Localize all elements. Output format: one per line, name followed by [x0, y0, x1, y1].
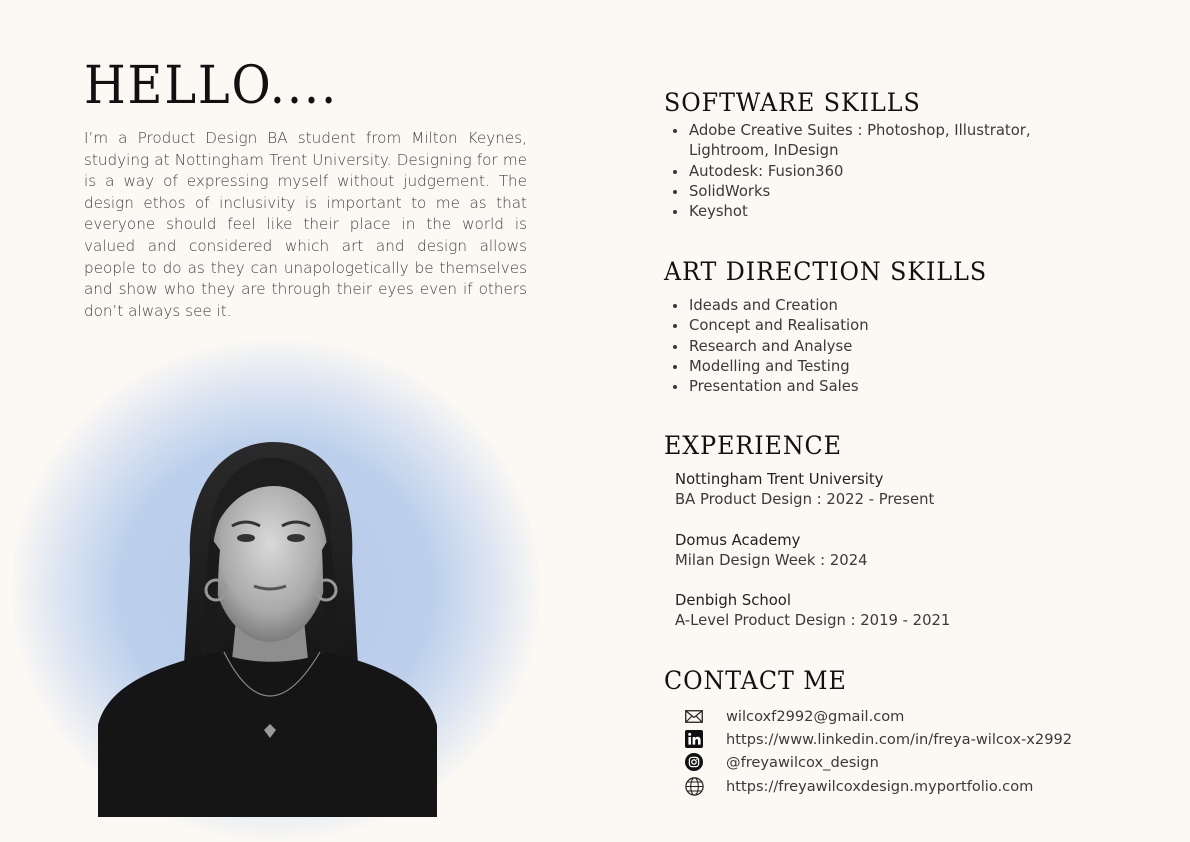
experience-heading: EXPERIENCE	[664, 431, 842, 460]
art-direction-skills-heading: ART DIRECTION SKILLS	[664, 257, 988, 286]
list-item: • Keyshot	[688, 202, 1068, 222]
bio-paragraph: I’m a Product Design BA student from Milton Keynes, studying at Nottingham Trent University. Designing for me is a way of expressing myself without judgement. The design ethos of inclusivity is important to me as that everyone should feel like their place in the world is valued and considered which art and design allows people to do as they can unapologetically be themselves and show who they are through their eyes even if others don’t always see it.	[84, 129, 527, 320]
globe-icon	[684, 776, 704, 796]
list-item: • Adobe Creative Suites : Photoshop, Illustrator, Lightroom, InDesign	[688, 121, 1068, 162]
list-item: • Autodesk: Fusion360	[688, 162, 1068, 182]
instagram-icon	[684, 752, 704, 772]
software-skills-list	[670, 121, 1068, 222]
portrait-photo	[98, 440, 437, 817]
instagram-handle[interactable]: @freyawilcox_design	[726, 753, 879, 771]
contact-email[interactable]	[684, 706, 904, 726]
software-skills-heading: SOFTWARE SKILLS	[664, 88, 921, 117]
website-link[interactable]: https://freyawilcoxdesign.myportfolio.com	[726, 777, 1034, 795]
email-link[interactable]: wilcoxf2992@gmail.com	[726, 707, 905, 725]
experience-org: Nottingham Trent University	[675, 471, 884, 488]
list-item: • Concept and Realisation	[688, 316, 1068, 336]
contact-linkedin[interactable]	[684, 729, 1072, 749]
experience-entry	[675, 591, 950, 631]
envelope-icon	[684, 706, 704, 726]
experience-entry	[675, 531, 950, 571]
linkedin-icon	[684, 729, 704, 749]
list-item: • Modelling and Testing	[688, 357, 1068, 377]
experience-detail: BA Product Design : 2022 - Present	[675, 491, 935, 508]
experience-detail: A-Level Product Design : 2019 - 2021	[675, 612, 951, 629]
list-item: • Research and Analyse	[688, 337, 1068, 357]
list-item: • Ideads and Creation	[688, 296, 1068, 316]
contact-website[interactable]	[684, 776, 1033, 796]
list-item: • SolidWorks	[688, 182, 1068, 202]
contact-instagram[interactable]	[684, 752, 879, 772]
experience-org: Domus Academy	[675, 531, 801, 549]
experience-org: Denbigh School	[675, 592, 791, 609]
linkedin-link[interactable]: https://www.linkedin.com/in/freya-wilcox-x2992	[726, 730, 1073, 748]
experience-entry	[675, 470, 950, 510]
art-direction-skills-list	[670, 296, 1068, 397]
experience-detail: Milan Design Week : 2024	[675, 551, 868, 569]
greeting-heading: HELLO....	[84, 56, 338, 116]
experience-list	[675, 470, 950, 652]
contact-heading: CONTACT ME	[664, 666, 847, 695]
list-item: • Presentation and Sales	[688, 377, 1068, 397]
